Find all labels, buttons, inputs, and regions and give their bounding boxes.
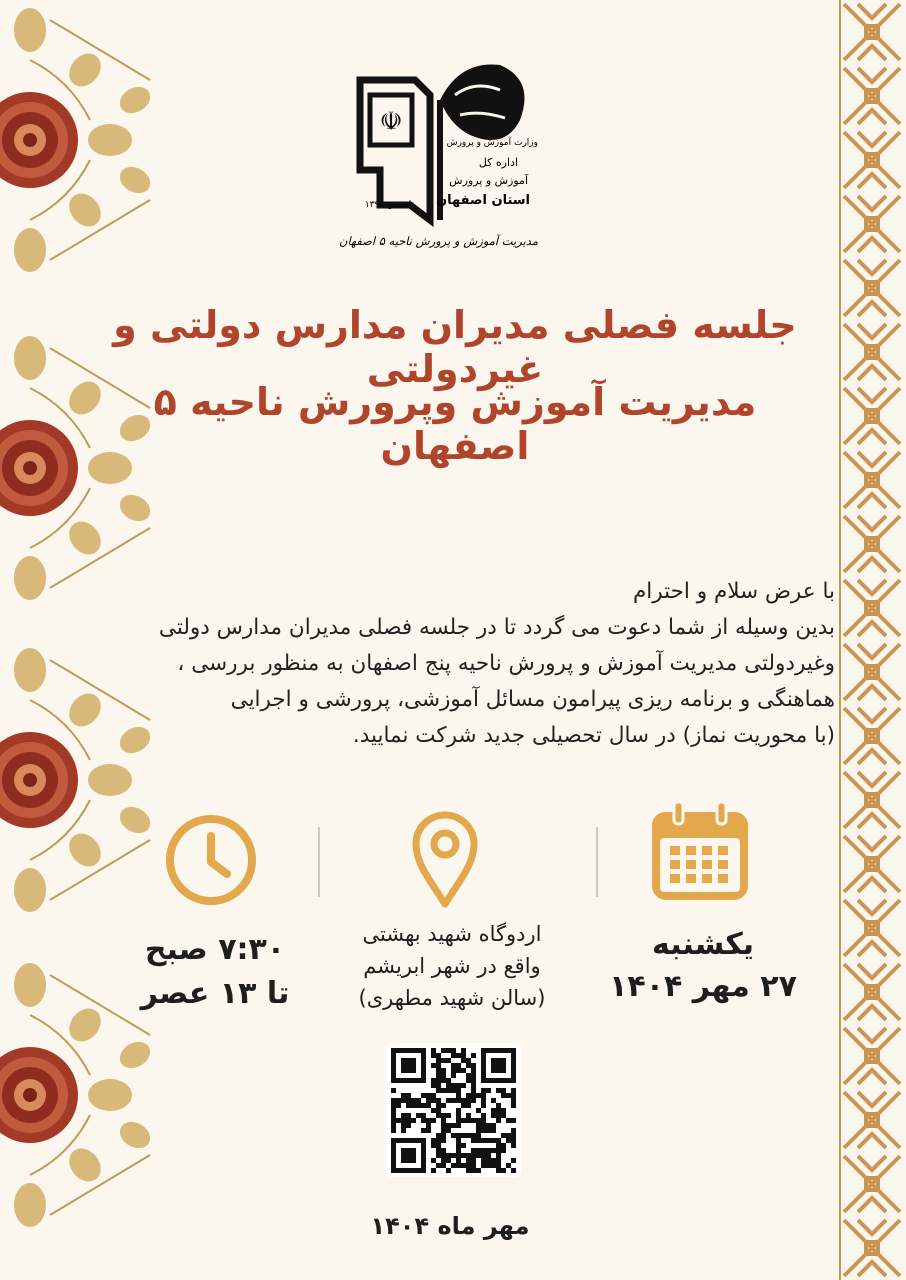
divider <box>596 827 598 897</box>
qr-code[interactable] <box>385 1043 521 1177</box>
page-title: جلسه فصلی مدیران مدارس دولتی و غیردولتی <box>113 303 797 391</box>
logo-district: مدیریت آموزش و پرورش ناحیه ۵ اصفهان <box>339 234 538 248</box>
logo-office-1: اداره کل <box>478 156 518 169</box>
logo-office-2: آموزش و پرورش <box>449 174 528 187</box>
page-subtitle: مدیریت آموزش وپرورش ناحیه ۵ اصفهان <box>153 380 757 468</box>
floral-ornament-icon <box>0 630 165 930</box>
invitation-text <box>158 574 835 754</box>
logo-ministry: وزارت آموزش و پرورش <box>446 138 538 148</box>
footer-date: مهر ماه ۱۴۰۴ <box>370 1212 530 1240</box>
logo-province: استان اصفهان <box>436 193 530 208</box>
event-location <box>312 918 592 1014</box>
clock-icon <box>163 812 259 908</box>
svg-text:☫: ☫ <box>379 107 403 137</box>
calendar-icon <box>648 800 752 904</box>
start-time: ۷:۳۰ صبح <box>144 932 286 967</box>
location-line: اردوگاه شهید بهشتی <box>362 922 542 946</box>
event-date <box>598 924 808 1008</box>
ministry-logo <box>340 40 540 270</box>
event-day: یکشنبه <box>652 927 754 962</box>
body-line: هماهنگی و برنامه ریزی پیرامون مسائل آموزشی، پرورشی و اجرایی <box>230 687 835 712</box>
body-line: وغیردولتی مدیریت آموزش و پرورش ناحیه پنج اصفهان به منظور بررسی ، <box>177 651 835 676</box>
end-time: تا ۱۳ عصر <box>140 976 290 1011</box>
greeting-line: با عرض سلام و احترام <box>633 579 835 604</box>
location-pin-icon <box>410 808 480 908</box>
event-date-value: ۲۷ مهر ۱۴۰۴ <box>609 969 797 1004</box>
event-time <box>120 928 310 1016</box>
location-line: (سالن شهید مطهری) <box>358 986 546 1010</box>
logo-founded: تاسیس ۱۳۹۸ <box>364 200 414 210</box>
floral-ornament-icon <box>0 0 165 290</box>
location-line: واقع در شهر ابریشم <box>363 954 541 978</box>
body-line: (با محوریت نماز) در سال تحصیلی جدید شرکت نمایید. <box>352 723 835 748</box>
divider <box>318 827 320 897</box>
body-line: بدین وسیله از شما دعوت می گردد تا در جلسه فصلی مدیران مدارس دولتی <box>158 615 835 640</box>
geometric-border-icon <box>838 0 906 1280</box>
